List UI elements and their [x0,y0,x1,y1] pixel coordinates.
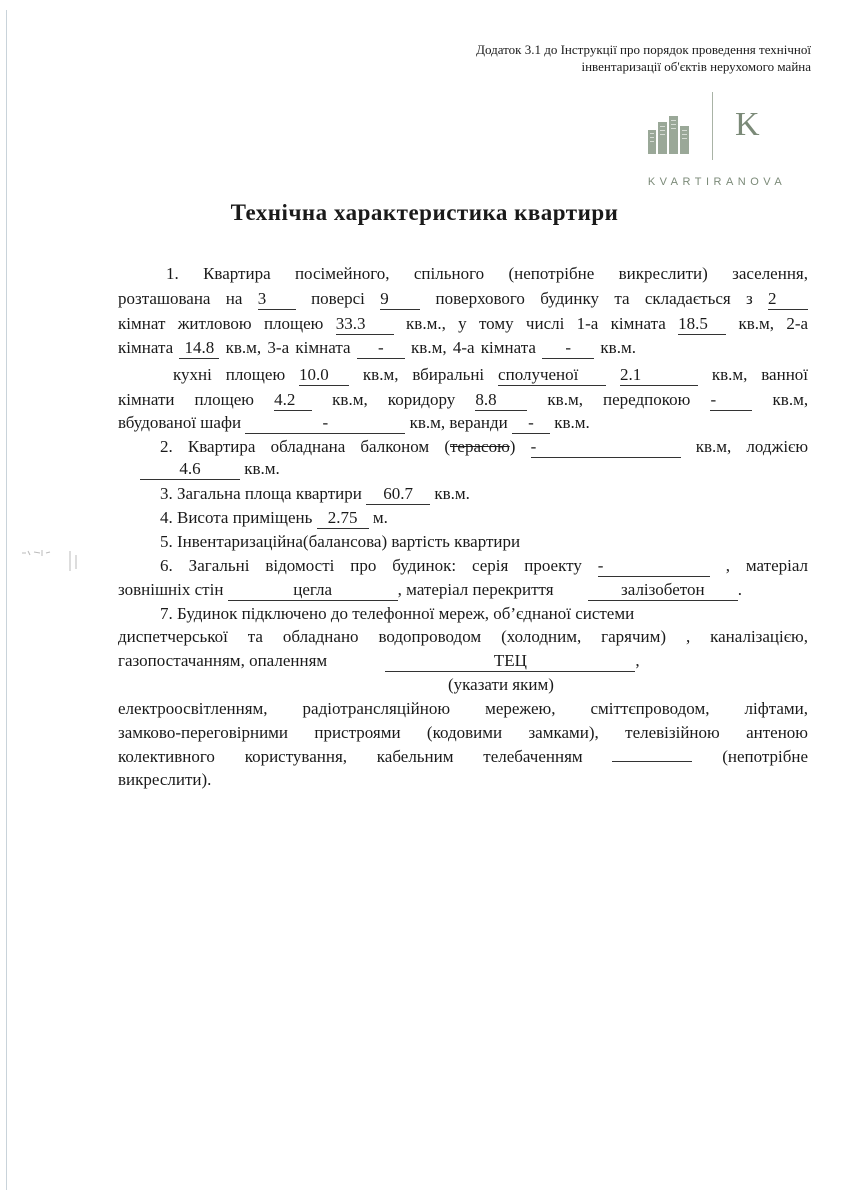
loggia-field: 4.6 [140,459,240,480]
item6-line2: зовнішніх стін цегла , матеріал перекриття залізобетон . [118,580,743,599]
item7-line3: газопостачанням, опаленням ТЕЦ , [118,651,640,670]
terrace-struck: терасою [450,437,510,456]
logo-brand: KVARTIRANOVA [647,176,787,188]
balcony-field: - [531,437,681,458]
floor-field: 3 [258,289,296,310]
item7-line4: електроосвітленням, радіотрансляційною мережею, сміттєпроводом, ліфтами, [118,699,808,718]
veranda-field: - [512,413,550,434]
page-title: Технічна характеристика квартири [230,200,619,225]
bath-type-field: сполученої [498,365,606,386]
item7-hint: (указати яким) [448,675,554,694]
room2-field: 14.8 [179,338,219,359]
logo-letter: K [735,106,760,143]
walls-field: цегла [228,580,398,601]
rooms-field: 2 [768,289,808,310]
item1-line5: кухні площею 10.0 кв.м, вбиральні сполученої 2.1 кв.м, ванної [173,365,809,384]
item2-line2: 4.6 кв.м. [118,458,830,480]
item7-line1: 7. Будинок підключено до телефонної мереж, об’єднаної системи [160,604,635,623]
room1-field: 18.5 [678,314,726,335]
kitchen-field: 10.0 [299,365,349,386]
item6-line1: 6. Загальні відомості про будинок: серія проекту - , матеріал [160,556,809,575]
logo-divider [712,92,713,160]
living-area-field: 33.3 [336,314,394,335]
cable-tv-field [612,761,692,762]
item4-line: 4. Висота приміщень 2.75 м. [160,508,388,527]
floors-total-field: 9 [380,289,420,310]
building-icon [648,116,692,154]
item1-line7: вбудованої шафи - кв.м, веранди - кв.м. [118,413,590,432]
item1-line1: 1. Квартира посімейного, спільного (непотрібне викреслити) заселення, [166,264,808,283]
document-header [391,41,811,75]
item1-line6: кімнати площею 4.2 кв.м, коридору 8.8 кв.м, передпокою - кв.м, [118,390,809,409]
item5-line: 5. Інвентаризаційна(балансова) вартість квартири [160,532,521,551]
bathroom-field: 4.2 [274,390,312,411]
company-logo [632,92,802,192]
room3-field: - [357,338,405,359]
hallway-field: - [710,390,752,411]
closet-field: - [245,413,405,434]
total-area-field: 60.7 [366,484,430,505]
height-field: 2.75 [317,508,369,529]
item2-line1: 2. Квартира обладнана балконом (терасою) - кв.м, лоджією [160,437,809,456]
corridor-field: 8.8 [475,390,527,411]
header-line-2: інвентаризації об'єктів нерухомого майна [581,59,811,74]
item1-line4: кімната 14.8 кв.м, 3-а кімната - кв.м, 4-а кімната - кв.м. [118,338,636,357]
scan-edge [6,10,7,1190]
series-field: - [598,556,710,577]
item7-line2: диспетчерської та обладнано водопроводом (холодним, гарячим) , каналізацією, [118,627,808,646]
scan-artifact [20,545,82,575]
room4-field: - [542,338,594,359]
item7-line7: викреслити). [118,770,212,789]
item3-line: 3. Загальна площа квартири 60.7 кв.м. [160,484,470,503]
heating-field: ТЕЦ [385,651,635,672]
item7-line6: колективного користування, кабельним телебаченням (непотрібне [118,747,809,766]
item1-line3: кімнат житловою площею 33.3 кв.м., у тому числі 1-а кімната 18.5 кв.м, 2-а [118,314,809,333]
item7-line5: замково-переговірними пристроями (кодовими замками), телевізійною антеною [118,723,808,742]
floors-material-field: залізобетон [588,580,738,601]
header-line-1: Додаток 3.1 до Інструкції про порядок проведення технічної [476,42,811,57]
item1-line2: розташована на 3 поверсі 9 поверхового будинку та складається з 2 [118,288,808,310]
toilet-field: 2.1 [620,365,698,386]
